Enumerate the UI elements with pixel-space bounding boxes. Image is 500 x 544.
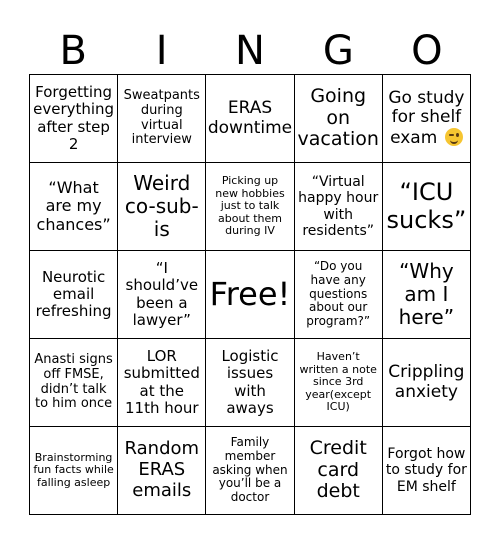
cell-text: Go study for shelf exam [388, 87, 465, 148]
header-letter-o: O [411, 28, 443, 74]
cell-free-space[interactable] [206, 251, 294, 339]
header-letter-g: G [322, 28, 354, 74]
cell-text: ERAS downtime [207, 97, 293, 138]
cell-r2c2[interactable] [118, 163, 206, 251]
bingo-header [29, 28, 471, 74]
cell-text: “ICU sucks” [386, 177, 467, 234]
cell-r5c2[interactable] [118, 427, 206, 515]
cell-text: Logistic issues with aways [221, 347, 279, 417]
winking-face-icon [445, 128, 463, 146]
cell-text: Brainstorming fun facts while falling asleep [33, 450, 114, 489]
cell-text: LOR submitted at the 11th hour [123, 347, 200, 417]
cell-text: Family member asking when you’ll be a doctor [212, 435, 288, 505]
cell-r5c1[interactable] [30, 427, 118, 515]
cell-r4c3[interactable] [206, 339, 294, 427]
cell-r4c1[interactable] [30, 339, 118, 427]
cell-text: Random ERAS emails [124, 438, 200, 501]
header-letter-n: N [235, 28, 265, 74]
cell-text: “Do you have any questions about our program?” [306, 259, 371, 329]
header-letter-i: I [155, 28, 168, 74]
bingo-grid [29, 74, 471, 515]
cell-text: Sweatpants during virtual interview [123, 87, 200, 148]
cell-r4c5[interactable] [383, 339, 471, 427]
cell-text: Credit card debt [309, 436, 367, 503]
cell-text: “Why am I here” [398, 259, 455, 329]
cell-text: “What are my chances” [36, 177, 111, 234]
cell-r1c5[interactable] [383, 75, 471, 163]
cell-r5c5[interactable] [383, 427, 471, 515]
cell-text: Haven’t written a note since 3rd year(except ICU) [299, 349, 377, 414]
cell-r5c3[interactable] [206, 427, 294, 515]
cell-r1c2[interactable] [118, 75, 206, 163]
cell-text: Forgetting everything after step 2 [33, 83, 115, 153]
header-letter-b: B [59, 28, 87, 74]
cell-r2c5[interactable] [383, 163, 471, 251]
cell-text: Free! [209, 275, 291, 314]
cell-text-wrap [386, 89, 467, 149]
cell-r2c3[interactable] [206, 163, 294, 251]
cell-text: “Virtual happy hour with residents” [298, 174, 379, 239]
cell-text: Picking up new hobbies just to talk about them during IV [215, 173, 285, 238]
cell-text: “I should’ve been a lawyer” [125, 259, 199, 329]
cell-r2c4[interactable] [295, 163, 383, 251]
cell-text: Forgot how to study for EM shelf [385, 446, 467, 495]
cell-r3c2[interactable] [118, 251, 206, 339]
cell-r1c1[interactable] [30, 75, 118, 163]
cell-text: Weird co-sub-is [124, 171, 199, 241]
cell-r1c3[interactable] [206, 75, 294, 163]
cell-r2c1[interactable] [30, 163, 118, 251]
cell-r1c4[interactable] [295, 75, 383, 163]
cell-r4c4[interactable] [295, 339, 383, 427]
cell-r3c4[interactable] [295, 251, 383, 339]
cell-r4c2[interactable] [118, 339, 206, 427]
cell-r3c1[interactable] [30, 251, 118, 339]
cell-text: Neurotic email refreshing [35, 267, 112, 321]
cell-r3c5[interactable] [383, 251, 471, 339]
cell-text: Anasti signs off FMSE, didn’t talk to him once [34, 351, 113, 412]
cell-r5c4[interactable] [295, 427, 383, 515]
cell-text: Going on vacation [297, 84, 379, 151]
cell-text: Crippling anxiety [388, 361, 465, 402]
